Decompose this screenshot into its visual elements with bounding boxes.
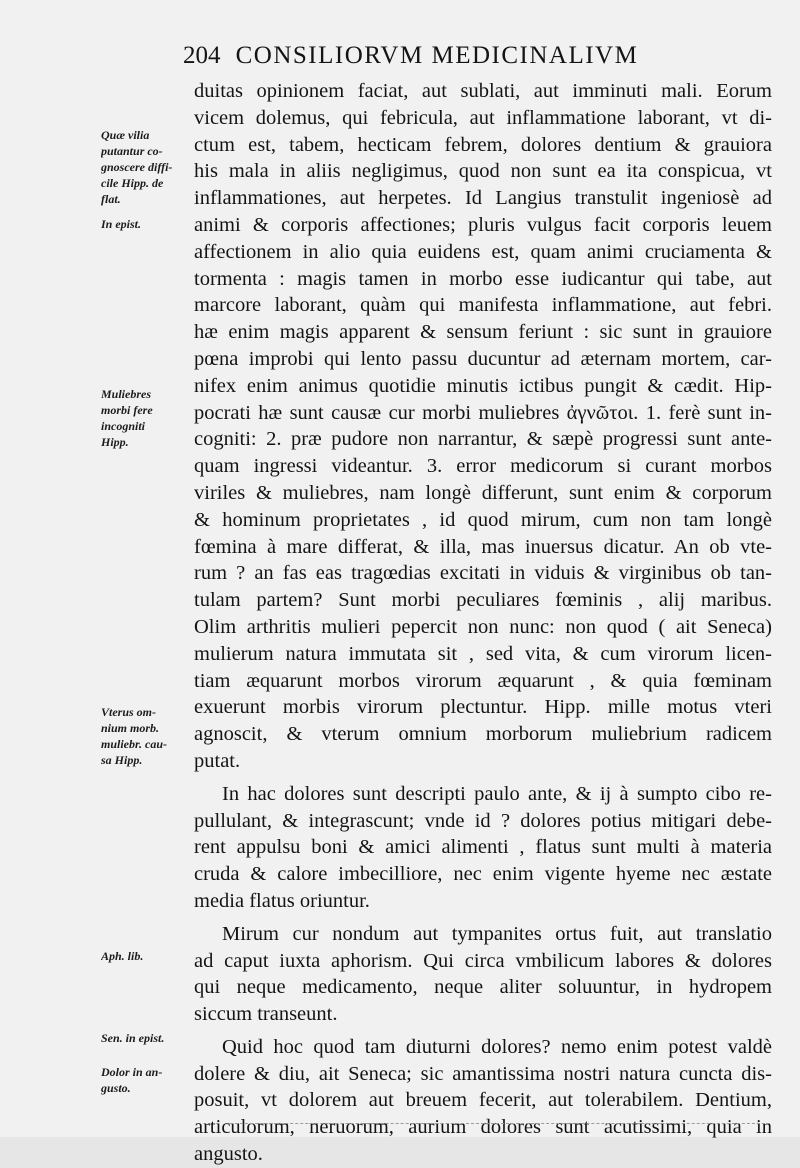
- text-line: fœmina à mare differat, & illa, mas inuersus dicatur. An ob vte-: [194, 535, 772, 558]
- text-line: his mala in aliis negligimus, quod non sunt ea ita conspicua, vt: [194, 160, 772, 183]
- margin-note-line: In epist.: [101, 217, 142, 231]
- margin-note: [101, 948, 186, 964]
- text-line: cogniti: 2. præ pudore non narrantur, & sæpè progressi sunt ante-: [194, 428, 772, 451]
- running-head: CONSILIORVM MEDICINALIVM: [235, 42, 639, 69]
- text-line: duitas opinionem faciat, aut sublati, aut imminuti mali. Eorum: [194, 80, 772, 102]
- text-line: rum ? an fas eas tragœdias excitati in viduis & virginibus ob tan-: [194, 562, 772, 585]
- text-line: pocrati hæ sunt causæ cur morbi muliebres ἀγνῶτοι. 1. ferè sunt in-: [194, 401, 772, 424]
- text-line: tormenta : magis tamen in morbo esse iudicantur qui tabe, aut: [194, 267, 772, 290]
- text-line: In hac dolores sunt descripti paulo ante, & ij à sumpto cibo re-: [222, 782, 772, 805]
- text-line: ctum est, tabem, hecticam febrem, dolores dentium & grauiora: [194, 133, 772, 156]
- margin-note-line: sa Hipp.: [101, 753, 143, 767]
- text-line: exuerunt morbis virorum plectuntur. Hipp. mille motus vteri: [194, 696, 772, 719]
- margin-note-line: morbi fere: [101, 403, 153, 417]
- margin-note: [101, 386, 186, 450]
- margin-note-line: Hipp.: [101, 435, 129, 449]
- text-line: agnoscit, & vterum omnium morborum muliebrium radicem: [194, 723, 772, 746]
- text-line: posuit, vt dolorem aut breuem fecerit, aut tolerabilem. Dentium,: [194, 1089, 772, 1112]
- text-line: media flatus oriuntur.: [194, 889, 370, 912]
- body-text: [194, 78, 772, 1168]
- margin-note-line: flat.: [101, 192, 121, 206]
- text-line: & hominum proprietates , id quod mirum, cum non tam longè: [194, 508, 772, 531]
- margin-note-line: gusto.: [101, 1081, 131, 1095]
- text-line: angusto.: [194, 1143, 263, 1166]
- margin-note: [101, 1030, 186, 1046]
- margin-note-line: cile Hipp. de: [101, 176, 164, 190]
- text-line: marcore laborant, quàm qui manifesta inflammatione, aut febri.: [194, 294, 772, 317]
- text-line: nifex enim animus quotidie minutis ictibus pungit & cædit. Hip-: [194, 374, 772, 397]
- text-line: tiam æquarunt morbos virorum æquarunt , & quia fœminam: [194, 669, 772, 692]
- margin-note-line: nium morb.: [101, 721, 160, 735]
- paragraph: [194, 78, 772, 775]
- text-line: cruda & calore imbecilliore, nec enim vigente hyeme nec æstate: [194, 863, 772, 886]
- text-line: quam ingressi videantur. 3. error medicorum si curant morbos: [194, 455, 772, 478]
- margin-note-line: Muliebres: [101, 387, 152, 401]
- margin-note-line: Sen. in epist.: [101, 1031, 165, 1045]
- text-line: siccum transeunt.: [194, 1003, 338, 1026]
- footer-rule: [230, 1123, 770, 1124]
- text-line: Mirum cur nondum aut tympanites ortus fuit, aut translatio: [222, 922, 772, 945]
- text-line: vicem dolemus, qui febricula, aut inflammatione laborant, vt di-: [194, 106, 772, 129]
- paragraph: [194, 1034, 772, 1168]
- text-line: mulierum natura immutata sit , sed vita, & cum virorum licen-: [194, 642, 772, 665]
- text-line: rent appulsu boni & amici alimenti , flatus sunt multi à materia: [194, 836, 772, 859]
- margin-note-line: Vterus om-: [101, 705, 157, 719]
- text-line: pullulant, & integrascunt; vnde id ? dolores potius mitigari debe-: [194, 809, 772, 832]
- text-line: Quid hoc quod tam diuturni dolores? nemo enim potest valdè: [222, 1035, 772, 1058]
- margin-note: [101, 216, 186, 232]
- text-line: qui neque medicamento, neque aliter soluuntur, in hydropem: [194, 976, 772, 999]
- margin-note-line: Quæ vilia: [101, 128, 150, 142]
- text-line: Olim arthritis mulieri pepercit non nunc: non quod ( ait Seneca): [194, 615, 772, 638]
- margin-note-line: muliebr. cau-: [101, 737, 168, 751]
- text-line: affectionem in alio quia euidens est, quam animi cruciamenta &: [194, 240, 772, 263]
- text-line: hæ enim magis apparent & sensum feriunt : sic sunt in grauiore: [194, 321, 772, 344]
- margin-note-line: incogniti: [101, 419, 146, 433]
- margin-note: [101, 127, 186, 207]
- text-line: putat.: [194, 749, 241, 772]
- text-line: animi & corporis affectiones; pluris vulgus facit corporis leuem: [194, 213, 772, 236]
- text-line: pœna improbi qui lento passu ducuntur ad æternam mortem, car-: [194, 347, 772, 370]
- text-line: viriles & muliebres, nam longè differunt, sunt enim & corporum: [194, 481, 772, 504]
- paragraph: [194, 781, 772, 915]
- margin-note-line: gnoscere diffi-: [101, 160, 173, 174]
- margin-note-line: putantur co-: [101, 144, 163, 158]
- margin-note-line: Aph. lib.: [101, 949, 144, 963]
- text-line: dolere & diu, ait Seneca; sic amantissima nostri natura cuncta dis-: [194, 1062, 772, 1085]
- page-number: 204: [183, 42, 221, 69]
- paragraph: [194, 921, 772, 1028]
- margin-note-line: Dolor in an-: [101, 1065, 163, 1079]
- margin-note: [101, 1064, 186, 1096]
- margin-note: [101, 704, 186, 768]
- text-line: articulorum, neruorum, aurium dolores sunt acutissimi, quia in: [194, 1116, 772, 1139]
- text-line: tulam partem? Sunt morbi peculiares fœminis , alij maribus.: [194, 589, 772, 612]
- text-line: inflammationes, aut herpetes. Id Langius transtulit ingeniosè ad: [194, 187, 772, 210]
- text-line: ad caput iuxta aphorism. Qui circa vmbilicum labores & dolores: [194, 949, 772, 972]
- page-header: [183, 42, 783, 78]
